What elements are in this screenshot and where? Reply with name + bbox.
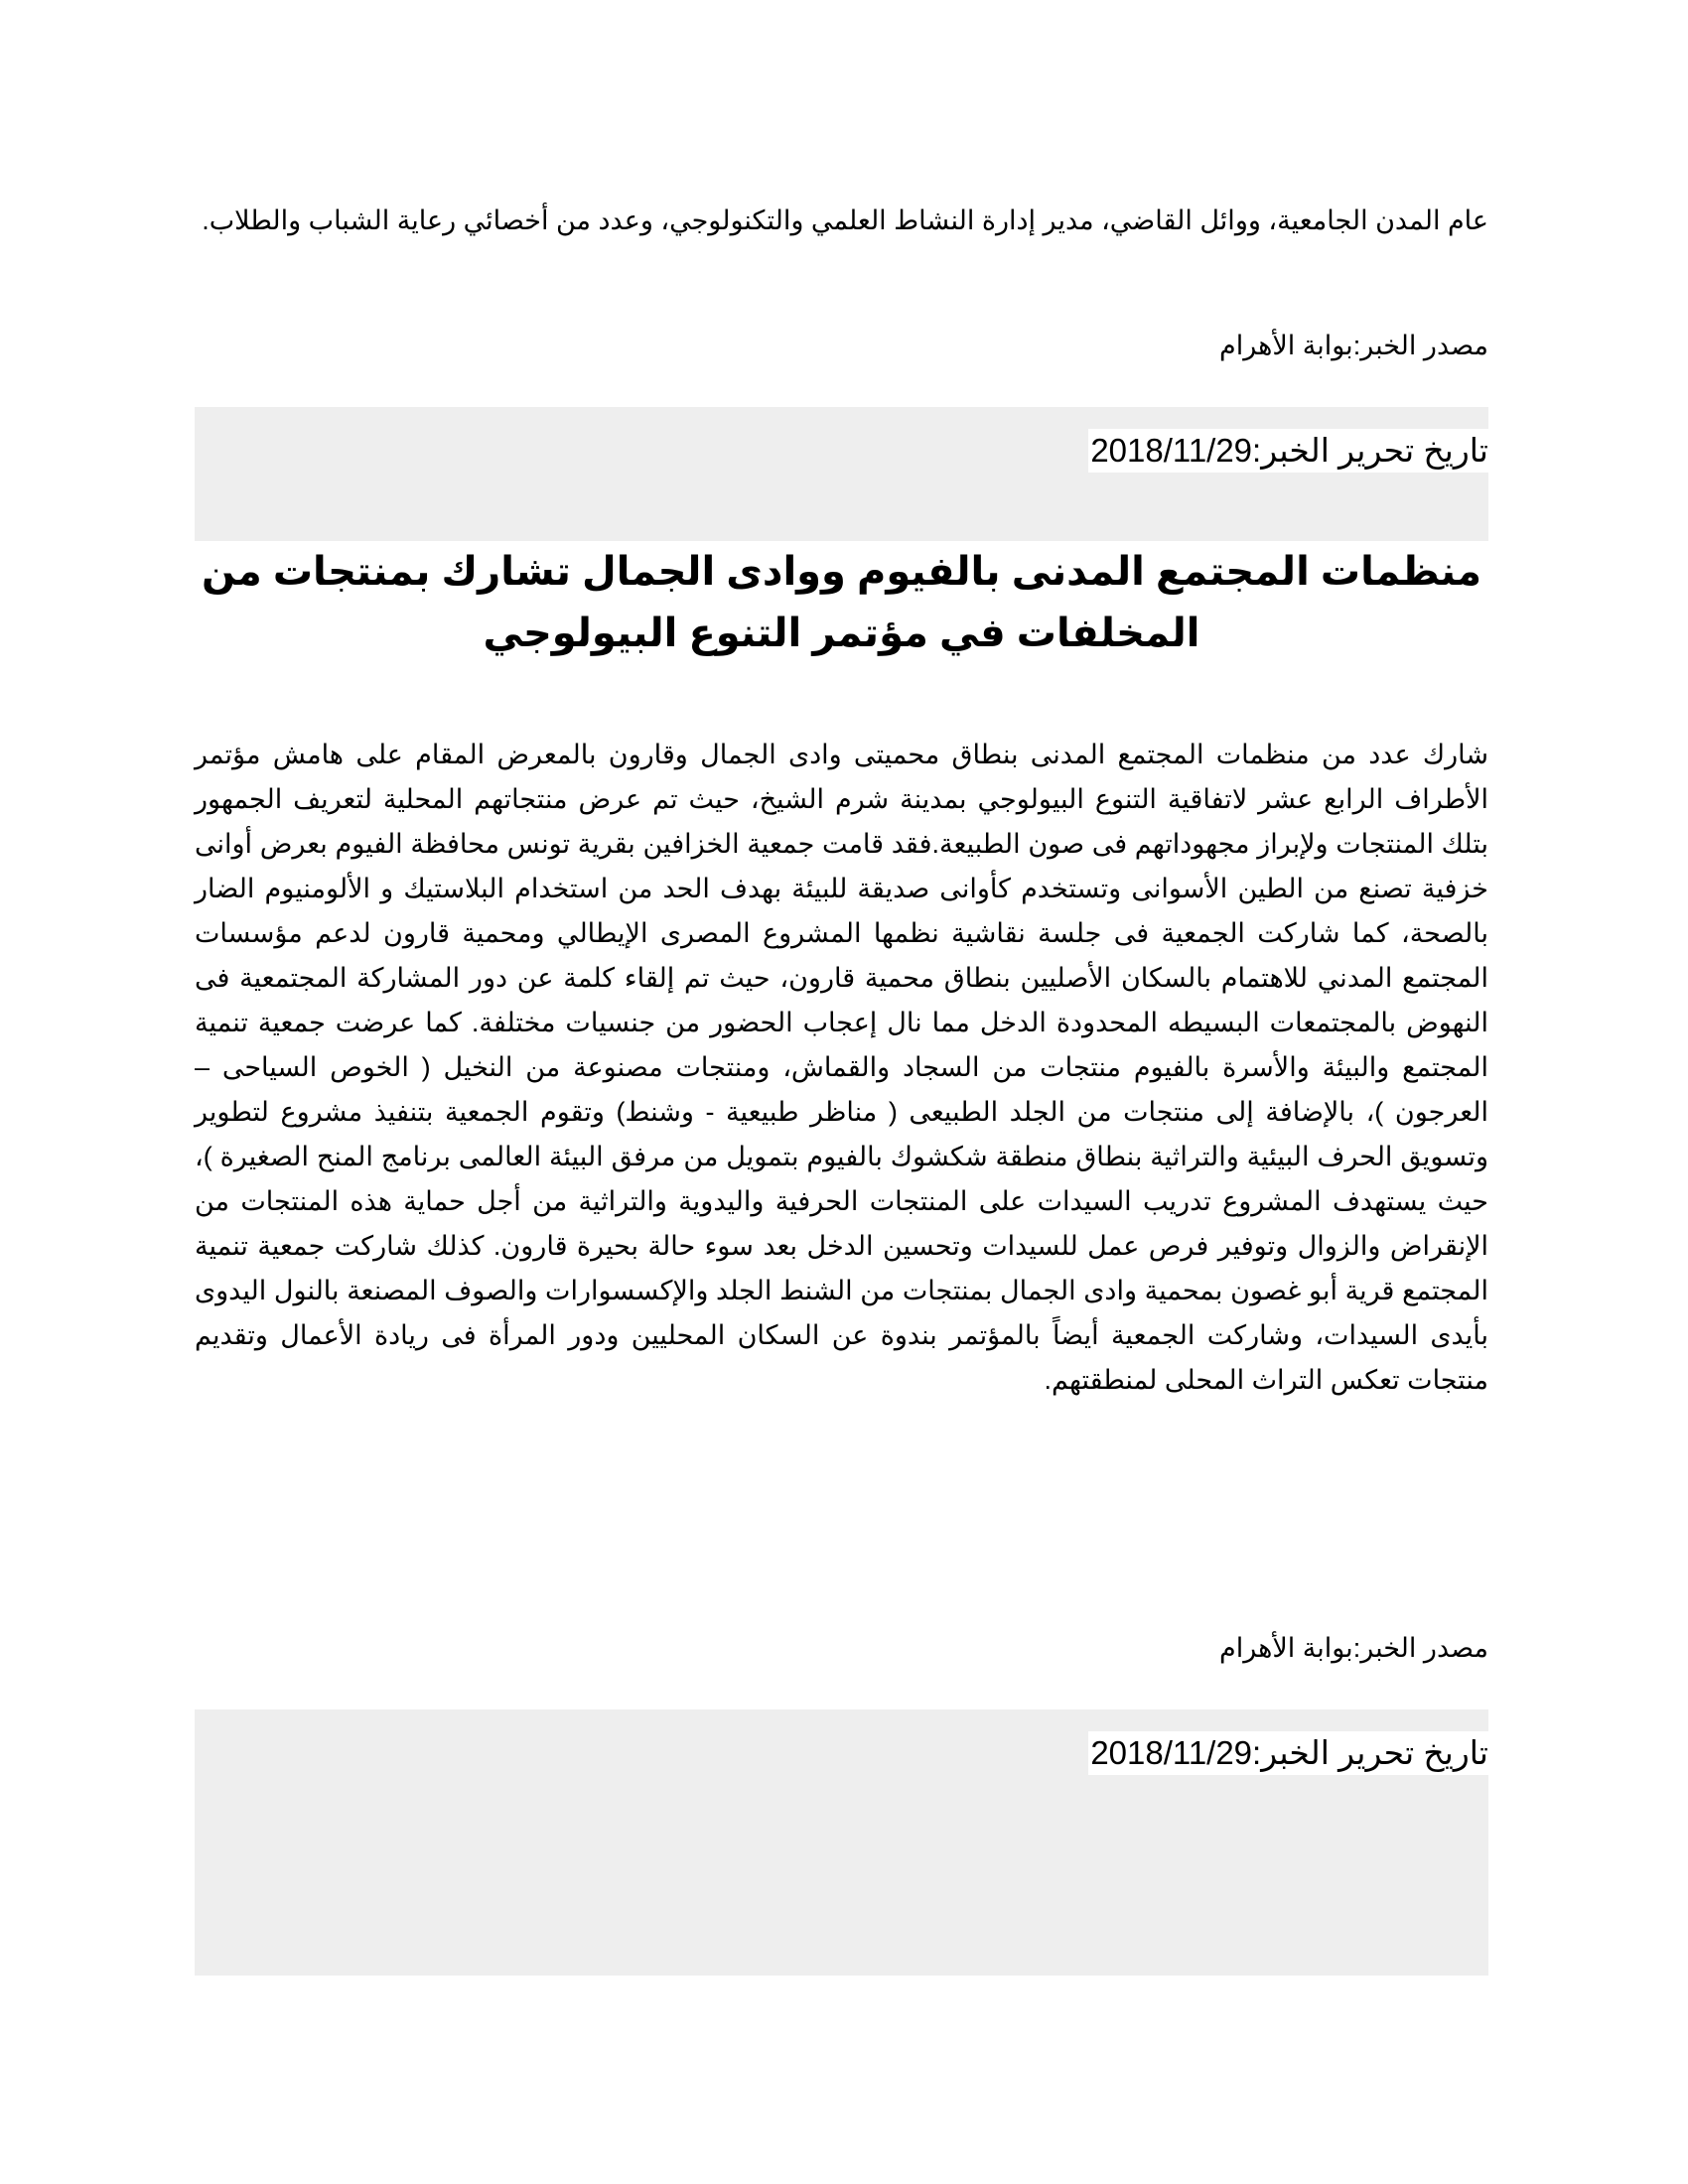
news-source-line: مصدر الخبر:بوابة الأهرام xyxy=(1218,1633,1488,1663)
edit-date-line: تاريخ تحرير الخبر:2018/11/29 xyxy=(1088,429,1488,473)
article-headline: منظمات المجتمع المدنى بالفيوم ووادى الجمال تشارك بمنتجات من المخلفات في مؤتمر التنوع البيولوجي xyxy=(201,550,1481,655)
news-source-line: مصدر الخبر:بوابة الأهرام xyxy=(1218,331,1488,360)
date-box xyxy=(195,1709,1488,1976)
date-box xyxy=(195,407,1488,541)
article-body-paragraph: شارك عدد من منظمات المجتمع المدنى بنطاق محميتى وادى الجمال وقارون بالمعرض المقام على هامش مؤتمر الأطراف الرابع عشر لاتفاقية التنوع البيولوجي بمدينة شرم الشيخ، حيث تم عرض منتجاتهم المحلية لتعريف الجمهور بتلك المنتجات ولإبراز مجهوداتهم فى صون الطبيعة.فقد قامت جمعية الخزافين بقرية تونس محافظة الفيوم بعرض أوانى خزفية تصنع من الطين الأسوانى وتستخدم كأوانى صديقة للبيئة بهدف الحد من استخدام البلاستيك و الألومنيوم الضار بالصحة، كما شاركت الجمعية فى جلسة نقاشية نظمها المشروع المصرى الإيطالي ومحمية قارون لدعم مؤسسات المجتمع المدني للاهتمام بالسكان الأصليين بنطاق محمية قارون، حيث تم إلقاء كلمة عن دور المشاركة المجتمعية فى النهوض بالمجتمعات البسيطه المحدودة الدخل مما نال إعجاب الحضور من جنسيات مختلفة. كما عرضت جمعية تنمية المجتمع والبيئة والأسرة بالفيوم منتجات من السجاد والقماش، ومنتجات مصنوعة من النخيل ( الخوص السياحى – العرجون )، بالإضافة إلى منتجات من الجلد الطبيعى ( مناظر طبيعية - وشنط) وتقوم الجمعية بتنفيذ مشروع لتطوير وتسويق الحرف البيئية والتراثية بنطاق منطقة شكشوك بالفيوم بتمويل من مرفق البيئة العالمى برنامج المنح الصغيرة )، حيث يستهدف المشروع تدريب السيدات على المنتجات الحرفية واليدوية والتراثية من أجل حماية هذه المنتجات من الإنقراض والزوال وتوفير فرص عمل للسيدات وتحسين الدخل بعد سوء حالة بحيرة قارون. كذلك شاركت جمعية تنمية المجتمع قرية أبو غصون بمحمية وادى الجمال بمنتجات من الشنط الجلد والإكسسوارات والصوف المصنعة بالنول اليدوى بأيدى السيدات، وشاركت الجمعية أيضاً بالمؤتمر بندوة عن السكان المحليين ودور المرأة فى ريادة الأعمال وتقديم منتجات تعكس التراث المحلى لمنطقتهم. xyxy=(195,740,1488,1395)
intro-paragraph: عام المدن الجامعية، ووائل القاضي، مدير إدارة النشاط العلمي والتكنولوجي، وعدد من أخصائي رعاية الشباب والطلاب. xyxy=(202,205,1488,235)
edit-date-line: تاريخ تحرير الخبر:2018/11/29 xyxy=(1088,1731,1488,1775)
